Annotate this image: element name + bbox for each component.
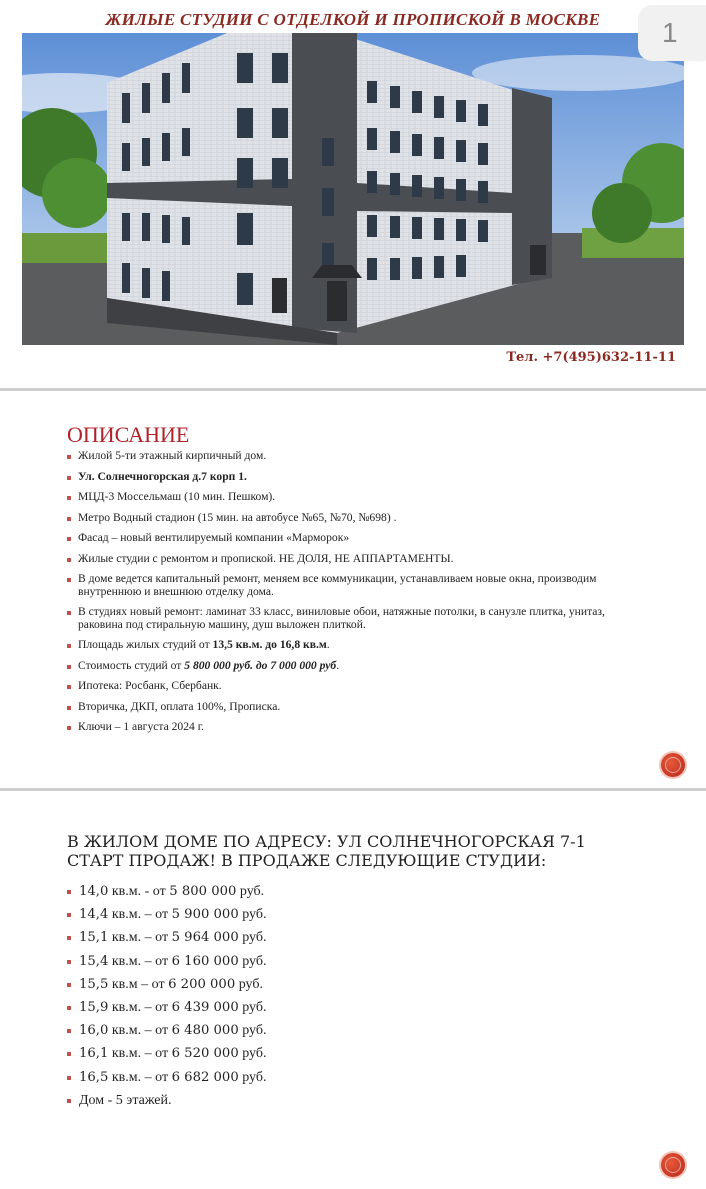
studio-price: 5 900 000 [171, 907, 239, 923]
studio-currency: руб. [238, 1023, 267, 1039]
price-suffix: . [336, 658, 340, 672]
studio-area: 14,0 [79, 884, 109, 899]
list-item: Вторичка, ДКП, оплата 100%, Прописка. [67, 701, 647, 714]
list-item: МЦД-3 Моссельмаш (10 мин. Пешком). [67, 491, 647, 504]
slide-divider [0, 788, 706, 791]
studio-item [67, 1046, 266, 1069]
list-item: В доме ведется капитальный ремонт, меняем все коммуникации, устанавливаем новые окна, производим внутреннюю и внешнюю отделку дома. [67, 573, 647, 598]
studios-heading [67, 832, 586, 870]
studio-currency: руб. [235, 976, 263, 992]
studio-price: 5 964 000 [171, 930, 239, 946]
studio-unit: кв.м. – от [108, 1046, 172, 1062]
studio-area: 14,4 [79, 907, 109, 923]
studio-currency: руб. [238, 907, 267, 923]
studio-item [67, 1070, 266, 1093]
studio-currency: руб. [238, 1069, 267, 1085]
slide-1 [0, 0, 706, 388]
slide-3 [0, 792, 706, 1189]
studio-price: 6 480 000 [171, 1023, 239, 1039]
studio-price: 6 520 000 [171, 1046, 239, 1062]
studio-unit: кв.м. – от [108, 907, 172, 923]
heading-line-1: В ЖИЛОМ ДОМЕ ПО АДРЕСУ: УЛ СОЛНЕЧНОГОРСКАЯ 7-1 [67, 832, 586, 851]
studio-item [67, 907, 266, 930]
studio-currency: руб. [238, 999, 267, 1015]
studio-item [67, 930, 266, 953]
studio-item [67, 1000, 266, 1023]
studio-item [67, 977, 266, 1000]
studio-item [67, 884, 266, 907]
studio-currency: руб. [238, 930, 267, 946]
studio-area: 15,1 [79, 930, 109, 946]
list-item: Метро Водный стадион (15 мин. на автобусе №65, №70, №698) . [67, 512, 647, 525]
price-range: 5 800 000 руб. до 7 000 000 руб [184, 658, 337, 672]
studio-item [67, 1023, 266, 1046]
studio-price: 6 439 000 [171, 999, 239, 1015]
heading-line-2: СТАРТ ПРОДАЖ! В ПРОДАЖЕ СЛЕДУЮЩИЕ СТУДИИ: [67, 851, 547, 870]
description-heading: ОПИСАНИЕ [67, 422, 190, 447]
list-item: Фасад – новый вентилируемый компании «Марморок» [67, 532, 647, 545]
studio-price: 5 800 000 [169, 884, 237, 899]
studio-price: 6 160 000 [171, 953, 239, 969]
studio-unit: кв.м. - от [108, 884, 170, 899]
slide-divider [0, 388, 706, 391]
area-range: 13,5 кв.м. до 16,8 кв.м [212, 638, 327, 651]
area-prefix: Площадь жилых студий от [78, 638, 213, 651]
studio-unit: кв.м. – от [108, 1069, 172, 1085]
studio-unit: кв.м – от [108, 976, 169, 992]
studio-unit: кв.м. – от [108, 1023, 172, 1039]
studio-currency: руб. [238, 953, 267, 969]
studio-unit: кв.м. – от [108, 930, 172, 946]
list-item-address: Ул. Солнечногорская д.7 корп 1. [67, 471, 647, 484]
studio-unit: кв.м. – от [108, 999, 172, 1015]
slide-decoration-circle-icon [661, 753, 685, 777]
studio-unit: кв.м. – от [108, 953, 172, 969]
slide-decoration-circle-icon [661, 1153, 685, 1177]
list-item-area [67, 639, 647, 652]
studio-currency: руб. [238, 1046, 267, 1062]
list-item: Ипотека: Росбанк, Сбербанк. [67, 680, 647, 693]
page-number-badge: 1 [638, 5, 706, 61]
list-item: Ключи – 1 августа 2024 г. [67, 721, 647, 734]
building-rendering-image [22, 33, 684, 345]
list-item: Жилой 5-ти этажный кирпичный дом. [67, 450, 647, 463]
floors-item: Дом - 5 этажей. [67, 1093, 266, 1116]
slide-2 [0, 392, 706, 788]
studio-price: 6 200 000 [168, 976, 236, 992]
studio-area: 15,5 [79, 976, 109, 992]
studio-area: 15,4 [79, 953, 109, 969]
studio-price-list [67, 884, 266, 1116]
area-suffix: . [326, 638, 330, 651]
description-list [67, 450, 647, 742]
phone-number[interactable]: Тел. +7(495)632-11-11 [506, 350, 676, 365]
list-item: В студиях новый ремонт: ламинат 33 класс, виниловые обои, натяжные потолки, в санузле плитка, унитаз, раковина под стиральную машину, душ выложен плиткой. [67, 606, 647, 631]
price-prefix: Стоимость студий от [78, 658, 185, 672]
studio-area: 16,0 [79, 1023, 109, 1039]
studio-area: 16,5 [79, 1069, 109, 1085]
list-item: Жилые студии с ремонтом и пропиской. НЕ ДОЛЯ, НЕ АППАРТАМЕНТЫ. [67, 553, 647, 566]
list-item-price [67, 660, 647, 673]
studio-item [67, 954, 266, 977]
studio-price: 6 682 000 [171, 1069, 239, 1085]
studio-currency: руб. [236, 884, 265, 899]
slide-title: ЖИЛЫЕ СТУДИИ С ОТДЕЛКОЙ И ПРОПИСКОЙ В МОСКВЕ [105, 10, 601, 29]
studio-area: 15,9 [79, 999, 109, 1015]
studio-area: 16,1 [79, 1046, 109, 1062]
